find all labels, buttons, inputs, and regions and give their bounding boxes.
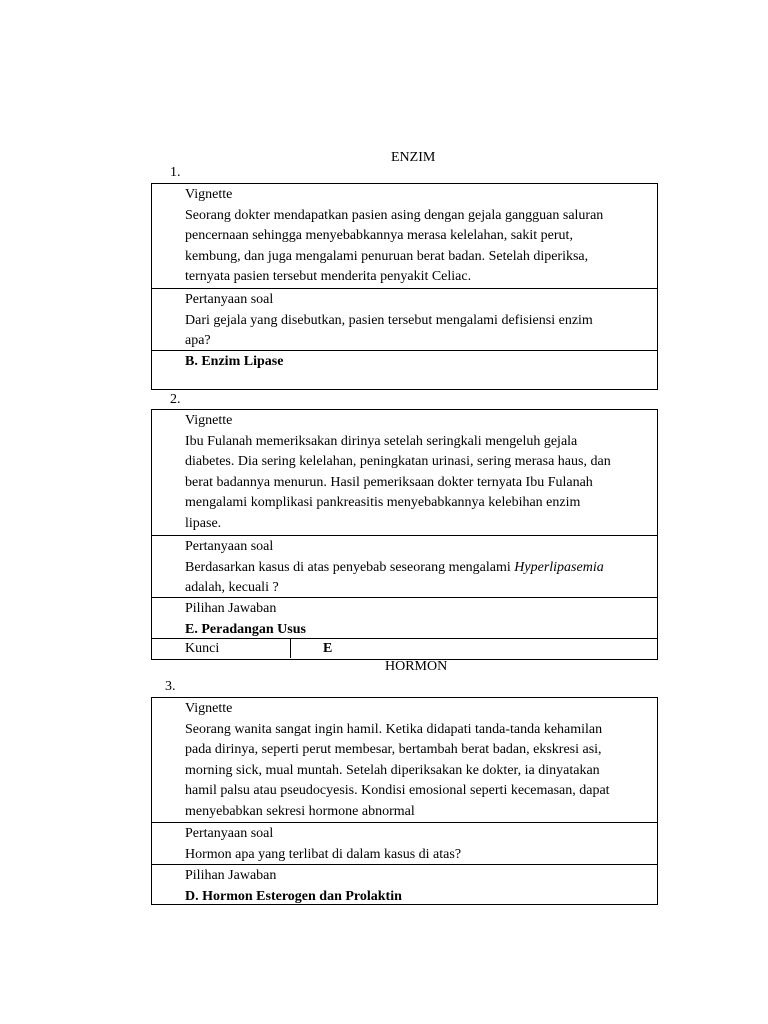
question-table-2 [151,409,658,660]
choices-cell [152,864,657,904]
vignette-line: Ibu Fulanah memeriksakan dirinya setelah seringkali mengeluh gejala [185,433,578,449]
kunci-label: Kunci [152,639,291,658]
vignette-cell [152,410,657,535]
question-number: 1. [170,165,181,180]
question-table-3 [151,697,658,905]
choices-label: Pilihan Jawaban [185,868,277,883]
answer-cell [152,350,657,389]
vignette-line: morning sick, mual muntah. Setelah diperiksakan ke dokter, ia dinyatakan [185,762,600,778]
vignette-line: ternyata pasien tersebut menderita penyakit Celiac. [185,269,472,284]
question-label: Pertanyaan soal [185,539,274,554]
choices-label: Pilihan Jawaban [185,601,277,616]
vignette-line: mengalami komplikasi pankreasitis menyebabkannya kelebihan enzim [185,495,581,510]
question-number: 3. [165,679,176,694]
section-title-enzim: ENZIM [391,150,436,165]
vignette-line: lipase. [185,515,222,531]
vignette-cell [152,184,657,288]
vignette-label: Vignette [185,701,233,716]
question-line: adalah, kecuali ? [185,580,279,595]
vignette-label: Vignette [185,413,233,428]
question-cell [152,822,657,864]
vignette-line: berat badannya menurun. Hasil pemeriksaan dokter ternyata Ibu Fulanah [185,474,593,490]
vignette-line: pencernaan sehingga menyebabkannya merasa kelelahan, sakit perut, [185,228,573,243]
answer-text: D. Hormon Esterogen dan Prolaktin [185,888,402,904]
vignette-label: Vignette [185,187,233,202]
choices-cell [152,597,657,638]
question-line: apa? [185,333,211,348]
question-cell [152,535,657,597]
vignette-line: hamil palsu atau pseudocyesis. Kondisi emosional seperti kecemasan, dapat [185,783,610,798]
question-text: Berdasarkan kasus di atas penyebab seseorang mengalami [185,559,515,575]
section-title-hormon: HORMON [385,659,448,674]
vignette-line: diabetes. Dia sering kelelahan, peningkatan urinasi, sering merasa haus, dan [185,454,611,469]
question-line: Dari gejala yang disebutkan, pasien tersebut mengalami defisiensi enzim [185,312,593,328]
answer-text: B. Enzim Lipase [185,354,284,369]
vignette-line: pada dirinya, seperti perut membesar, bertambah berat badan, ekskresi asi, [185,742,602,757]
question-label: Pertanyaan soal [185,292,274,307]
vignette-cell [152,698,657,822]
question-label: Pertanyaan soal [185,826,274,841]
kunci-row [152,638,657,658]
kunci-value: E [323,641,333,656]
vignette-line: kembung, dan juga mengalami penuruan berat badan. Setelah diperiksa, [185,248,589,264]
question-number: 2. [170,392,181,407]
vignette-line: menyebabkan sekresi hormone abnormal [185,803,415,819]
question-line: Hormon apa yang terlibat di dalam kasus di atas? [185,846,462,862]
question-italic-term: Hyperlipasemia [514,559,604,575]
vignette-line: Seorang wanita sangat ingin hamil. Ketika didapati tanda-tanda kehamilan [185,721,603,737]
question-line [185,558,639,579]
answer-text: E. Peradangan Usus [185,621,306,637]
vignette-line: Seorang dokter mendapatkan pasien asing dengan gejala gangguan saluran [185,207,604,223]
question-table-1 [151,183,658,390]
question-cell [152,288,657,350]
